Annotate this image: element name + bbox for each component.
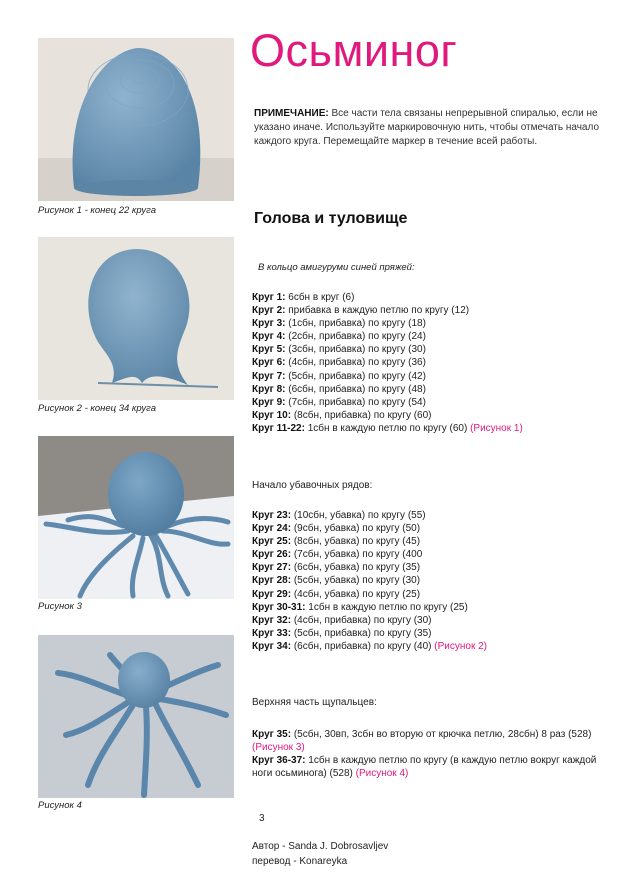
- footer: [252, 840, 388, 869]
- pattern-row: [252, 728, 597, 754]
- row-text: (7сбн, прибавка) по кругу (54): [285, 396, 426, 408]
- row-text: 1сбн в каждую петлю по кругу (60): [304, 422, 471, 434]
- pattern-row: [252, 291, 612, 304]
- row-text: (2сбн, прибавка) по кругу (24): [285, 331, 426, 343]
- row-label: Круг 11-22:: [252, 422, 305, 434]
- row-label: Круг 23:: [252, 510, 292, 521]
- pattern-row: [252, 304, 612, 317]
- row-label: Круг 7:: [252, 370, 286, 382]
- row-text: 1сбн в каждую петлю по кругу (в каждую петлю вокруг каждой ноги осьминога) (528): [252, 755, 597, 779]
- pattern-row: [252, 509, 612, 522]
- pattern-row: [252, 614, 612, 627]
- row-label: Круг 25:: [252, 536, 292, 548]
- row-text: (6сбн, убавка) по кругу (35): [291, 562, 421, 574]
- row-label: Круг 1:: [252, 292, 286, 303]
- row-text: (3сбн, прибавка) по кругу (30): [285, 344, 426, 356]
- row-text: (4сбн, прибавка) по кругу (36): [285, 357, 426, 369]
- row-label: Круг 33:: [252, 627, 292, 639]
- row-label: Круг 26:: [252, 549, 292, 561]
- row-text: 1сбн в каждую петлю по кругу (25): [305, 601, 468, 613]
- rows-block-b: [252, 509, 612, 653]
- note-paragraph: [254, 107, 604, 149]
- pattern-row: [252, 548, 612, 561]
- row-text: (7сбн, убавка) по кругу (400: [291, 549, 423, 561]
- intro-text: В кольцо амигуруми синей пряжей:: [258, 262, 415, 273]
- row-label: Круг 36-37:: [252, 755, 306, 766]
- pattern-row: [252, 396, 612, 409]
- row-label: Круг 27:: [252, 562, 292, 574]
- pattern-row: [252, 522, 612, 535]
- row-text: (1сбн, прибавка) по кругу (18): [285, 318, 426, 330]
- row-label: Круг 34:: [252, 640, 292, 652]
- caption-3: Рисунок 3: [38, 601, 82, 612]
- row-label: Круг 10:: [252, 409, 292, 421]
- pattern-row: [252, 640, 612, 653]
- row-label: Круг 4:: [252, 331, 286, 343]
- row-label: Круг 2:: [252, 305, 286, 317]
- pattern-row: [252, 422, 612, 435]
- row-text: (4сбн, прибавка) по кругу (30): [291, 614, 432, 626]
- figure-reference: (Рисунок 4): [355, 768, 409, 779]
- pattern-row: [252, 627, 612, 640]
- row-text: (9сбн, убавка) по кругу (50): [291, 523, 421, 535]
- pattern-row: [252, 409, 612, 422]
- photo-2: [38, 237, 234, 400]
- row-label: Круг 9:: [252, 396, 286, 408]
- photo-3: [38, 436, 234, 599]
- row-text: (8сбн, убавка) по кругу (45): [291, 536, 421, 548]
- row-text: 6сбн в круг (6): [285, 292, 355, 303]
- caption-1: Рисунок 1 - конец 22 круга: [38, 205, 156, 216]
- row-text: прибавка в каждую петлю по кругу (12): [285, 305, 470, 317]
- row-text: (10сбн, убавка) по кругу (55): [291, 510, 426, 521]
- pattern-row: [252, 561, 612, 574]
- row-text: (5сбн, убавка) по кругу (30): [291, 575, 421, 587]
- figure-reference: (Рисунок 1): [470, 422, 523, 434]
- pattern-row: [252, 356, 612, 369]
- rows-block-c: [252, 728, 597, 780]
- row-label: Круг 32:: [252, 614, 292, 626]
- row-label: Круг 8:: [252, 383, 286, 395]
- row-text: (6сбн, прибавка) по кругу (40): [291, 640, 435, 652]
- pattern-row: [252, 317, 612, 330]
- section-title: Голова и туловище: [254, 210, 408, 227]
- row-text: (6сбн, прибавка) по кругу (48): [285, 383, 426, 395]
- row-text: (4сбн, убавка) по кругу (25): [291, 588, 421, 600]
- note-text: Все части тела связаны непрерывной спиралью, если не указано иначе. Используйте маркировочную нить, чтобы отмечать начало каждого круга. Перемещайте маркер в течение всей работы.: [254, 108, 599, 147]
- row-text: (5сбн, прибавка) по кругу (42): [285, 370, 426, 382]
- pattern-row: [252, 574, 612, 587]
- decrease-heading: Начало убавочных рядов:: [252, 480, 373, 491]
- row-label: Круг 3:: [252, 318, 286, 330]
- pattern-row: [252, 588, 612, 601]
- figure-reference: (Рисунок 3): [252, 742, 305, 753]
- photo-4: [38, 635, 234, 798]
- row-label: Круг 30-31:: [252, 601, 306, 613]
- row-label: Круг 29:: [252, 588, 292, 600]
- figure-reference: (Рисунок 2): [434, 640, 488, 652]
- note-label: ПРИМЕЧАНИЕ:: [254, 108, 329, 119]
- pattern-row: [252, 754, 597, 780]
- footer-author: Автор - Sanda J. Dobrosavljev: [252, 841, 389, 852]
- pattern-row: [252, 601, 612, 614]
- photo-1: [38, 38, 234, 201]
- row-label: Круг 5:: [252, 344, 286, 356]
- row-text: (8сбн, прибавка) по кругу (60): [291, 409, 432, 421]
- pattern-row: [252, 370, 612, 383]
- row-text: (5сбн, прибавка) по кругу (35): [291, 627, 432, 639]
- caption-4: Рисунок 4: [38, 800, 82, 811]
- caption-2: Рисунок 2 - конец 34 круга: [38, 403, 156, 414]
- tentacles-heading: Верхняя часть щупальцев:: [252, 697, 377, 708]
- footer-translation: перевод - Konareyka: [252, 855, 348, 867]
- pattern-row: [252, 343, 612, 356]
- row-label: Круг 24:: [252, 523, 292, 535]
- pattern-row: [252, 330, 612, 343]
- row-text: (5сбн, 30вп, 3сбн во вторую от крючка петлю, 28сбн) 8 раз (528): [291, 729, 592, 740]
- rows-block-a: [252, 291, 612, 435]
- row-label: Круг 6:: [252, 357, 286, 369]
- pattern-row: [252, 383, 612, 396]
- pattern-row: [252, 535, 612, 548]
- page-number: 3: [259, 813, 265, 824]
- page-title: Осьминог: [250, 25, 458, 76]
- row-label: Круг 28:: [252, 575, 292, 587]
- row-label: Круг 35:: [252, 729, 292, 740]
